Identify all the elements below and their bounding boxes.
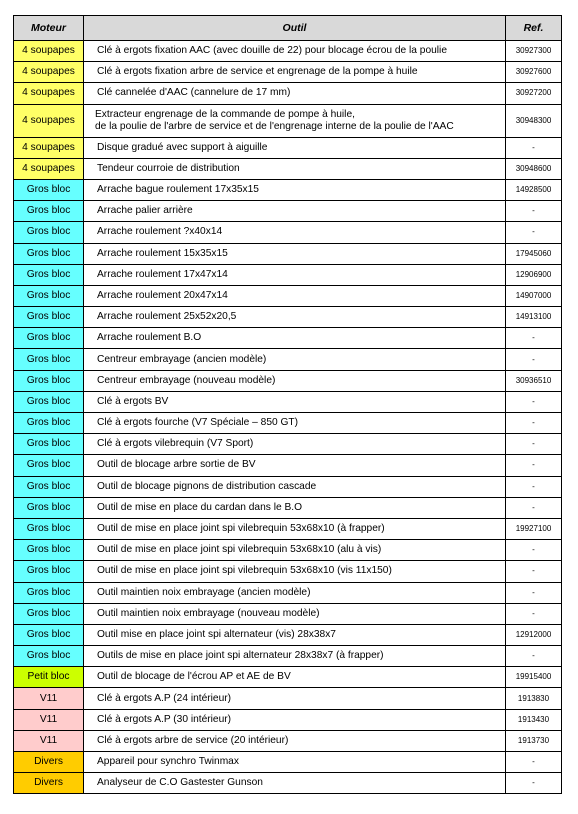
table-row: [14, 773, 562, 794]
table-row: [14, 413, 562, 434]
outil-cell: Arrache roulement ?x40x14: [84, 222, 506, 243]
table-row: [14, 179, 562, 200]
ref-cell: -: [506, 455, 562, 476]
ref-cell: -: [506, 391, 562, 412]
outil-cell: Arrache roulement 17x47x14: [84, 264, 506, 285]
ref-cell: 19927100: [506, 518, 562, 539]
ref-cell: -: [506, 413, 562, 434]
table-row: [14, 752, 562, 773]
moteur-cell: Gros bloc: [14, 582, 84, 603]
table-row: [14, 476, 562, 497]
moteur-cell: Gros bloc: [14, 391, 84, 412]
outil-cell: Outil de blocage pignons de distribution cascade: [84, 476, 506, 497]
moteur-cell: Gros bloc: [14, 222, 84, 243]
ref-cell: 30936510: [506, 370, 562, 391]
ref-cell: -: [506, 603, 562, 624]
outil-cell: Analyseur de C.O Gastester Gunson: [84, 773, 506, 794]
outil-cell: Clé à ergots A.P (30 intérieur): [84, 709, 506, 730]
ref-cell: 14907000: [506, 285, 562, 306]
ref-cell: -: [506, 646, 562, 667]
table-row: [14, 497, 562, 518]
outil-cell: Clé à ergots fixation AAC (avec douille de 22) pour blocage écrou de la poulie: [84, 41, 506, 62]
table-row: [14, 222, 562, 243]
table-row: [14, 391, 562, 412]
ref-cell: -: [506, 349, 562, 370]
table-row: [14, 730, 562, 751]
table-row: [14, 518, 562, 539]
outil-cell: Arrache roulement 25x52x20,5: [84, 307, 506, 328]
moteur-cell: Gros bloc: [14, 561, 84, 582]
table-row: [14, 328, 562, 349]
ref-cell: 12906900: [506, 264, 562, 285]
table-row: [14, 104, 562, 137]
outil-cell: Arrache roulement 20x47x14: [84, 285, 506, 306]
moteur-cell: 4 soupapes: [14, 41, 84, 62]
moteur-cell: V11: [14, 730, 84, 751]
table-row: [14, 158, 562, 179]
moteur-cell: Gros bloc: [14, 179, 84, 200]
table-row: [14, 264, 562, 285]
moteur-cell: Gros bloc: [14, 264, 84, 285]
outil-cell: Appareil pour synchro Twinmax: [84, 752, 506, 773]
outil-cell: [84, 104, 506, 137]
ref-cell: -: [506, 201, 562, 222]
table-row: [14, 285, 562, 306]
table-row: [14, 41, 562, 62]
moteur-cell: Gros bloc: [14, 540, 84, 561]
moteur-cell: V11: [14, 709, 84, 730]
ref-cell: -: [506, 561, 562, 582]
outil-cell: Outil maintien noix embrayage (ancien modèle): [84, 582, 506, 603]
ref-cell: 19915400: [506, 667, 562, 688]
outil-line: Extracteur engrenage de la commande de pompe à huile,: [95, 108, 355, 120]
ref-cell: -: [506, 752, 562, 773]
ref-cell: 30927600: [506, 62, 562, 83]
table-row: [14, 582, 562, 603]
table-row: [14, 455, 562, 476]
ref-cell: 12912000: [506, 624, 562, 645]
outil-cell: Outil mise en place joint spi alternateur (vis) 28x38x7: [84, 624, 506, 645]
table-row: [14, 667, 562, 688]
outil-line: de la poulie de l'arbre de service et de l'engrenage interne de la poulie de l'AAC: [95, 120, 454, 132]
moteur-cell: Gros bloc: [14, 285, 84, 306]
moteur-cell: 4 soupapes: [14, 104, 84, 137]
outil-cell: Outils de mise en place joint spi alternateur 28x38x7 (à frapper): [84, 646, 506, 667]
outil-cell: Arrache bague roulement 17x35x15: [84, 179, 506, 200]
ref-cell: 14928500: [506, 179, 562, 200]
moteur-cell: Gros bloc: [14, 307, 84, 328]
outil-cell: Centreur embrayage (nouveau modèle): [84, 370, 506, 391]
table-row: [14, 307, 562, 328]
header-ref: Ref.: [506, 16, 562, 41]
table-row: [14, 603, 562, 624]
ref-cell: -: [506, 328, 562, 349]
moteur-cell: Gros bloc: [14, 201, 84, 222]
moteur-cell: Gros bloc: [14, 370, 84, 391]
table-row: [14, 646, 562, 667]
moteur-cell: 4 soupapes: [14, 83, 84, 104]
outil-cell: Arrache palier arrière: [84, 201, 506, 222]
tools-table: [13, 15, 562, 794]
moteur-cell: Gros bloc: [14, 497, 84, 518]
tools-table-body: [14, 41, 562, 794]
outil-cell: Disque gradué avec support à aiguille: [84, 137, 506, 158]
table-row: [14, 688, 562, 709]
table-row: [14, 62, 562, 83]
table-row: [14, 137, 562, 158]
moteur-cell: Gros bloc: [14, 434, 84, 455]
outil-cell: Clé à ergots vilebrequin (V7 Sport): [84, 434, 506, 455]
table-row: [14, 540, 562, 561]
table-row: [14, 709, 562, 730]
ref-cell: 1913830: [506, 688, 562, 709]
outil-cell: Arrache roulement 15x35x15: [84, 243, 506, 264]
outil-cell: Outil de mise en place joint spi vilebrequin 53x68x10 (à frapper): [84, 518, 506, 539]
ref-cell: -: [506, 222, 562, 243]
moteur-cell: Gros bloc: [14, 328, 84, 349]
moteur-cell: Petit bloc: [14, 667, 84, 688]
moteur-cell: Gros bloc: [14, 646, 84, 667]
table-row: [14, 349, 562, 370]
outil-cell: Clé à ergots A.P (24 intérieur): [84, 688, 506, 709]
ref-cell: 30927300: [506, 41, 562, 62]
ref-cell: 30948300: [506, 104, 562, 137]
ref-cell: -: [506, 540, 562, 561]
ref-cell: -: [506, 137, 562, 158]
table-row: [14, 83, 562, 104]
moteur-cell: 4 soupapes: [14, 62, 84, 83]
ref-cell: 14913100: [506, 307, 562, 328]
outil-cell: Outil de blocage arbre sortie de BV: [84, 455, 506, 476]
outil-cell: Outil de mise en place joint spi vilebrequin 53x68x10 (vis 11x150): [84, 561, 506, 582]
table-row: [14, 201, 562, 222]
outil-cell: Clé à ergots BV: [84, 391, 506, 412]
moteur-cell: Gros bloc: [14, 476, 84, 497]
moteur-cell: 4 soupapes: [14, 137, 84, 158]
outil-cell: Outil maintien noix embrayage (nouveau modèle): [84, 603, 506, 624]
ref-cell: -: [506, 434, 562, 455]
table-row: [14, 243, 562, 264]
header-row: [14, 16, 562, 41]
ref-cell: 1913730: [506, 730, 562, 751]
moteur-cell: Gros bloc: [14, 603, 84, 624]
moteur-cell: Gros bloc: [14, 243, 84, 264]
ref-cell: 30927200: [506, 83, 562, 104]
moteur-cell: Gros bloc: [14, 624, 84, 645]
outil-cell: Tendeur courroie de distribution: [84, 158, 506, 179]
ref-cell: 30948600: [506, 158, 562, 179]
header-moteur: Moteur: [14, 16, 84, 41]
outil-cell: Clé à ergots fourche (V7 Spéciale – 850 GT): [84, 413, 506, 434]
ref-cell: -: [506, 476, 562, 497]
moteur-cell: 4 soupapes: [14, 158, 84, 179]
moteur-cell: Divers: [14, 752, 84, 773]
table-row: [14, 561, 562, 582]
moteur-cell: Gros bloc: [14, 413, 84, 434]
outil-cell: Outil de mise en place joint spi vilebrequin 53x68x10 (alu à vis): [84, 540, 506, 561]
moteur-cell: Gros bloc: [14, 455, 84, 476]
moteur-cell: Gros bloc: [14, 518, 84, 539]
outil-cell: Clé à ergots arbre de service (20 intérieur): [84, 730, 506, 751]
ref-cell: -: [506, 497, 562, 518]
outil-cell: Clé cannelée d'AAC (cannelure de 17 mm): [84, 83, 506, 104]
ref-cell: -: [506, 582, 562, 603]
ref-cell: 1913430: [506, 709, 562, 730]
outil-cell: Outil de blocage de l'écrou AP et AE de BV: [84, 667, 506, 688]
ref-cell: -: [506, 773, 562, 794]
moteur-cell: Gros bloc: [14, 349, 84, 370]
outil-cell: Arrache roulement B.O: [84, 328, 506, 349]
moteur-cell: V11: [14, 688, 84, 709]
moteur-cell: Divers: [14, 773, 84, 794]
ref-cell: 17945060: [506, 243, 562, 264]
table-row: [14, 434, 562, 455]
table-row: [14, 624, 562, 645]
table-row: [14, 370, 562, 391]
outil-cell: Centreur embrayage (ancien modèle): [84, 349, 506, 370]
outil-cell: Outil de mise en place du cardan dans le B.O: [84, 497, 506, 518]
outil-cell: Clé à ergots fixation arbre de service et engrenage de la pompe à huile: [84, 62, 506, 83]
header-outil: Outil: [84, 16, 506, 41]
